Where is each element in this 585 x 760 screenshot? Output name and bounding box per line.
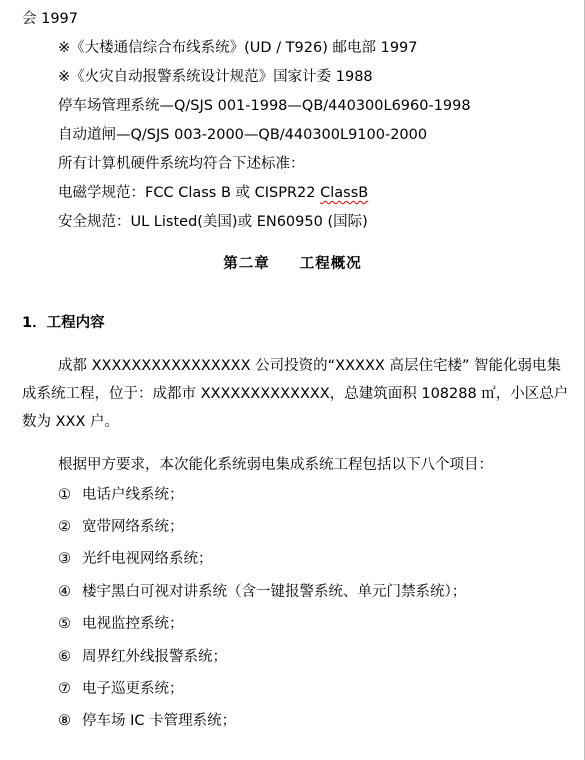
list-item (58, 679, 184, 699)
chapter-number: 第二章 (223, 256, 270, 272)
standard-barrier-gate: 自动道闸—Q/SJS 003-2000—QB/440300L9100-2000 (58, 127, 428, 143)
standard-emc (58, 183, 368, 203)
item-text: 停车场 IC 卡管理系统； (82, 713, 237, 729)
item-text: 电子巡更系统； (82, 681, 184, 697)
item-number: ④ (58, 584, 71, 600)
list-item (58, 647, 227, 667)
section-heading: 1．工程内容 (22, 315, 105, 331)
item-number: ⑧ (58, 713, 71, 729)
standard-continuation: 会 1997 (22, 11, 79, 27)
item-text: 电话户线系统； (82, 487, 184, 503)
list-item (58, 549, 213, 569)
list-item (58, 517, 184, 537)
item-number: ⑦ (58, 681, 71, 697)
list-item (58, 485, 184, 505)
item-text: 电视监控系统； (82, 616, 184, 632)
chapter-heading (0, 254, 585, 274)
item-text: 光纤电视网络系统； (82, 551, 213, 567)
item-text: 宽带网络系统； (82, 519, 184, 535)
standard-cabling: ※《大楼通信综合布线系统》(UD / T926) 邮电部 1997 (58, 40, 418, 56)
standard-hardware-intro: 所有计算机硬件系统均符合下述标准： (58, 156, 305, 172)
list-item (58, 582, 466, 602)
item-number: ⑥ (58, 649, 71, 665)
emc-spellcheck-word: ClassB (320, 185, 369, 201)
list-item (58, 614, 184, 634)
standard-fire-alarm: ※《火灾自动报警系统设计规范》国家计委 1988 (58, 69, 373, 85)
intro-paragraph: 成都 XXXXXXXXXXXXXXXX 公司投资的“XXXXX 高层住宅楼” 智能化弱电集成系统工程，位于：成都市 XXXXXXXXXXXXX，总建筑面积 108288 ㎡，小区总户数为 XXX 户。 (22, 358, 569, 430)
chapter-title: 工程概况 (299, 256, 362, 272)
item-number: ① (58, 487, 71, 503)
list-item (58, 711, 236, 731)
item-text: 楼宇黑白可视对讲系统（含一键报警系统、单元门禁系统）； (82, 584, 467, 600)
standard-parking: 停车场管理系统—Q/SJS 001-1998—QB/440300L6960-1998 (58, 98, 471, 114)
item-number: ② (58, 519, 71, 535)
item-number: ⑤ (58, 616, 71, 632)
scope-lead: 根据甲方要求，本次能化系统弱电集成系统工程包括以下八个项目： (58, 457, 493, 473)
standard-safety: 安全规范：UL Listed(美国)或 EN60950 (国际) (58, 214, 368, 230)
item-text: 周界红外线报警系统； (82, 649, 227, 665)
item-number: ③ (58, 551, 71, 567)
emc-text: 电磁学规范：FCC Class B 或 CISPR22 (58, 185, 321, 201)
